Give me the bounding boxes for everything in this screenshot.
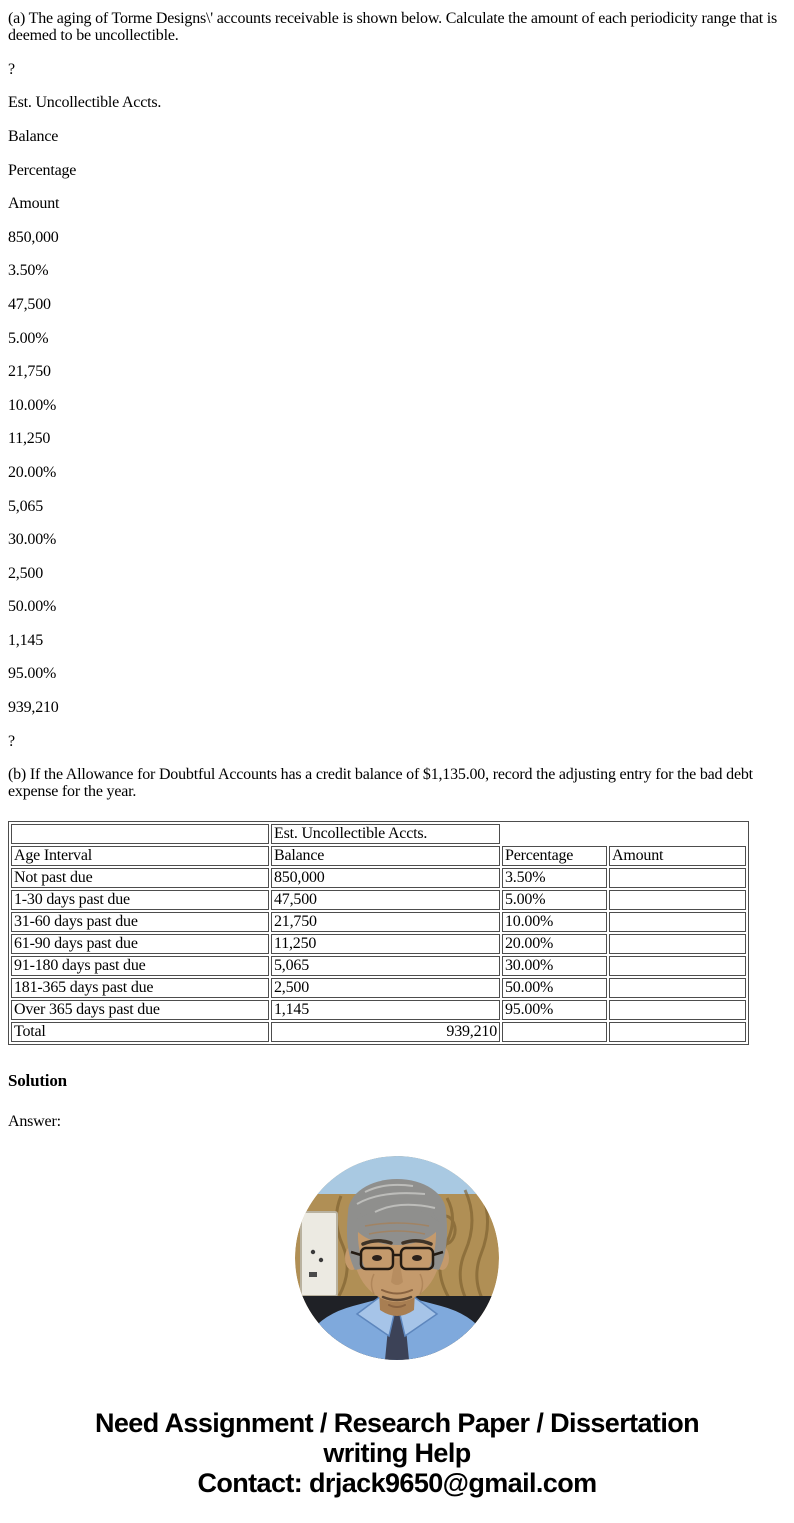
balance-cell: 5,065	[271, 956, 500, 976]
tutor-photo-illustration	[295, 1156, 499, 1360]
footer-line: writing Help	[323, 1437, 471, 1468]
balance-cell: 21,750	[271, 912, 500, 932]
aging-line: 850,000	[8, 228, 59, 246]
aging-line: Amount	[8, 195, 60, 213]
total-percentage-cell	[502, 1022, 607, 1042]
tutor-avatar	[295, 1156, 499, 1360]
aging-line: Est. Uncollectible Accts.	[8, 94, 162, 112]
balance-cell: 47,500	[271, 890, 500, 910]
table-row	[11, 978, 746, 998]
aging-line: 5,065	[8, 497, 44, 515]
amount-cell	[609, 1000, 746, 1020]
percentage-cell: 3.50%	[502, 868, 607, 888]
aging-line: 21,750	[8, 363, 51, 381]
contact-email: Contact: drjack9650@gmail.com	[197, 1467, 597, 1498]
amount-cell	[609, 912, 746, 932]
column-header: Balance	[271, 846, 500, 866]
percentage-cell: 20.00%	[502, 934, 607, 954]
aging-line: ?	[8, 732, 15, 750]
amount-cell	[609, 978, 746, 998]
switch-panel	[301, 1212, 337, 1296]
table-total-row	[11, 1022, 746, 1042]
empty-cell	[11, 824, 269, 844]
age-interval-cell: 181-365 days past due	[11, 978, 269, 998]
aging-line: 3.50%	[8, 262, 49, 280]
aging-line: 47,500	[8, 295, 51, 313]
percentage-cell: 30.00%	[502, 956, 607, 976]
column-header: Amount	[609, 846, 746, 866]
table-row	[11, 934, 746, 954]
balance-cell: 850,000	[271, 868, 500, 888]
total-amount-cell	[609, 1022, 746, 1042]
amount-cell	[609, 868, 746, 888]
column-header: Percentage	[502, 846, 607, 866]
table-row	[11, 1000, 746, 1020]
total-balance-cell: 939,210	[271, 1022, 500, 1042]
aging-line: Percentage	[8, 161, 77, 179]
group-header-cell: Est. Uncollectible Accts.	[271, 824, 500, 844]
aging-line: 2,500	[8, 564, 44, 582]
aging-line: ?	[8, 60, 15, 78]
eye-left	[372, 1255, 382, 1261]
aging-line: 939,210	[8, 699, 59, 717]
table-group-header-row	[11, 824, 746, 844]
balance-cell: 11,250	[271, 934, 500, 954]
balance-cell: 2,500	[271, 978, 500, 998]
percentage-cell: 5.00%	[502, 890, 607, 910]
table-row	[11, 956, 746, 976]
eye-right	[412, 1255, 422, 1261]
solution-heading: Solution	[8, 1070, 67, 1090]
aging-line: Balance	[8, 127, 59, 145]
aging-line: 50.00%	[8, 598, 57, 616]
column-header: Age Interval	[11, 846, 269, 866]
age-interval-cell: 1-30 days past due	[11, 890, 269, 910]
aging-line: 20.00%	[8, 463, 57, 481]
aging-table	[8, 821, 749, 1045]
aging-line: 5.00%	[8, 329, 49, 347]
percentage-cell: 95.00%	[502, 1000, 607, 1020]
age-interval-cell: 31-60 days past due	[11, 912, 269, 932]
age-interval-cell: 61-90 days past due	[11, 934, 269, 954]
aging-line: 10.00%	[8, 396, 57, 414]
footer-banner	[8, 1408, 786, 1498]
aging-line: 30.00%	[8, 531, 57, 549]
aging-line: 11,250	[8, 430, 51, 448]
age-interval-cell: 91-180 days past due	[11, 956, 269, 976]
amount-cell	[609, 934, 746, 954]
table-row	[11, 890, 746, 910]
aging-line: 95.00%	[8, 665, 57, 683]
answer-label: Answer:	[8, 1112, 61, 1130]
problem-part-b: (b) If the Allowance for Doubtful Accounts has a credit balance of $1,135.00, record the adjusting entry for the bad debt expense for the year.	[8, 766, 753, 801]
problem-part-a: (a) The aging of Torme Designs\' accounts receivable is shown below. Calculate the amount of each periodicity range that is deemed to be uncollectible.	[8, 10, 778, 45]
percentage-cell: 50.00%	[502, 978, 607, 998]
table-header-row	[11, 846, 746, 866]
age-interval-cell: Not past due	[11, 868, 269, 888]
table-row	[11, 912, 746, 932]
amount-cell	[609, 956, 746, 976]
age-interval-cell: Over 365 days past due	[11, 1000, 269, 1020]
amount-cell	[609, 890, 746, 910]
blank-area	[502, 824, 746, 844]
aging-line: 1,145	[8, 631, 44, 649]
percentage-cell: 10.00%	[502, 912, 607, 932]
table-row	[11, 868, 746, 888]
footer-line: Need Assignment / Research Paper / Dissertation	[94, 1407, 700, 1438]
balance-cell: 1,145	[271, 1000, 500, 1020]
total-label-cell: Total	[11, 1022, 269, 1042]
